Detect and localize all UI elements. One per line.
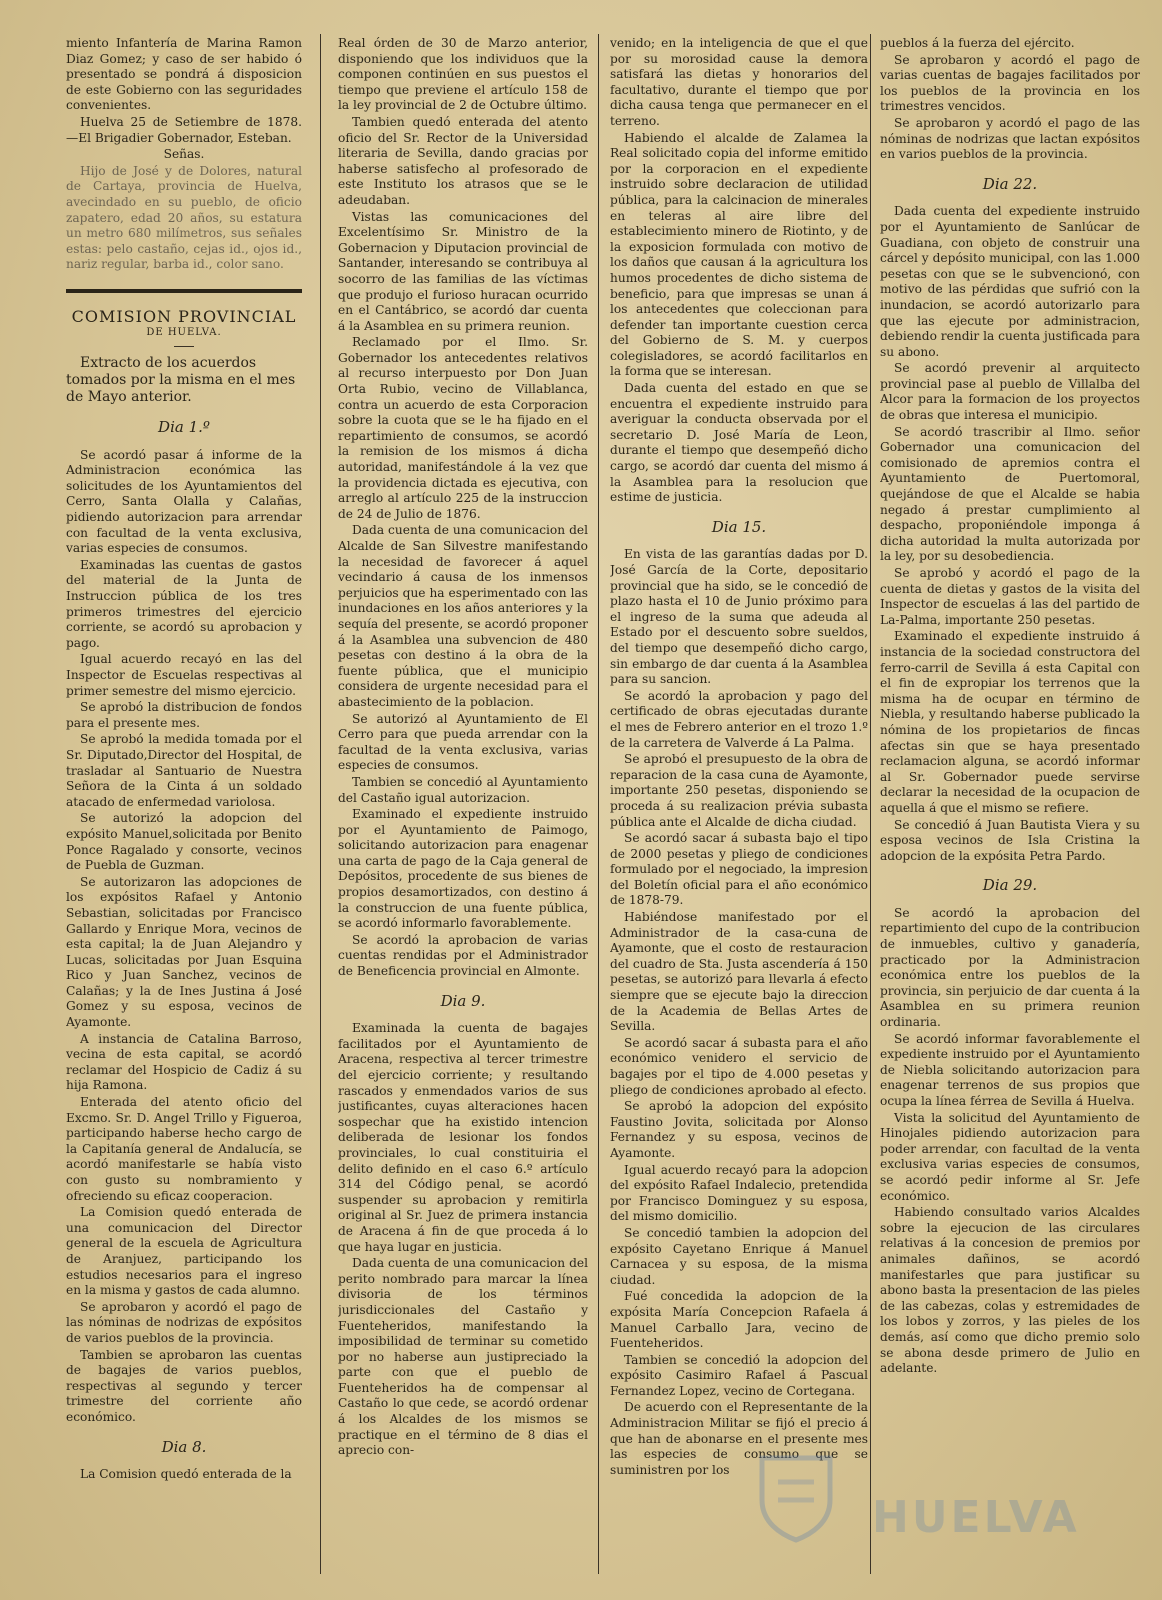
paragraph: Dada cuenta de una comunicacion del perito nombrado para marcar la línea divisoria de los términos jurisdiccionales del Castaño y Fuenteheridos, manifestando la imposibilidad de terminar su cometido por no haberse aun justipreciado la parte con que el pueblo de Fuenteheridos ha de compensar al Castaño lo que cede, se acordó ordenar á los Alcaldes de los mismos se practique en el término de 8 dias el aprecio con- (338, 1256, 588, 1458)
section-subheading: DE HUELVA. (146, 326, 222, 338)
paragraph: Se acordó informar favorablemente el expediente instruido por el Ayuntamiento de Niebla solicitando autorizacion para enagenar terrenos de sus propios que ocupa la línea férrea de Sevilla á Huelva. (880, 1031, 1140, 1108)
paragraph: Enterada del atento oficio del Excmo. Sr. D. Angel Trillo y Figueroa, participando haberse hecho cargo de la Capitanía general de Andalucía, se acordó manifestarle se había visto con gusto su nombramiento y ofreciendo su eficaz cooperacion. (66, 1095, 302, 1203)
watermark-text: HUELVA (872, 1492, 1080, 1543)
paragraph: La Comision quedó enterada de la (80, 1467, 292, 1482)
paragraph: Examinado el expediente instruido á instancia de la sociedad constructora del ferro-carril de Sevilla á esta Capital con el fin de expropiar los terrenos que la misma ha de ocupar en término de Niebla, y resultando haberse publicado la nómina de los propietarios de fincas afectas sin que se haya presentado reclamacion alguna, se acordó informar al Sr. Gobernador puede servirse declarar la necesidad de la ocupacion de aquella á que el mismo se refiere. (880, 629, 1140, 815)
paragraph: pueblos á la fuerza del ejército. (880, 36, 1075, 50)
paragraph: Se aprobó la distribucion de fondos para el presente mes. (66, 700, 302, 730)
paragraph: Examinadas las cuentas de gastos del material de la Junta de Instruccion pública de los tres primeros trimestres del ejercicio corriente, se acordó su aprobacion y pago. (66, 557, 302, 650)
paragraph: Se aprobaron y acordó el pago de las nóminas de nodrizas que lactan expósitos en varios pueblos de la provincia. (880, 115, 1140, 162)
paragraph: Se aprobó la adopcion del expósito Faustino Jovita, solicitada por Alonso Fernandez y su esposa, vecinos de Ayamonte. (610, 1099, 868, 1160)
paragraph: miento Infantería de Marina Ramon Diaz Gomez; y caso de ser habido ó presentado se pondrá á disposicion de este Gobierno con las seguridades convenientes. (66, 36, 302, 113)
paragraph: Tambien quedó enterada del atento oficio del Sr. Rector de la Universidad literaria de Sevilla, dando gracias por haberse satisfecho al profesorado de este Instituto los atrasos que se le adeudaban. (338, 114, 588, 207)
paragraph: Tambien se concedió al Ayuntamiento del Castaño igual autorizacion. (338, 774, 588, 805)
section-heading: COMISION PROVINCIAL (71, 306, 297, 326)
section-dash (174, 346, 194, 347)
paragraph: Tambien se aprobaron las cuentas de bagajes de varios pueblos, respectivas al segundo y tercer trimestre del corriente año económico. (66, 1347, 302, 1424)
paragraph: Dada cuenta de una comunicacion del Alcalde de San Silvestre manifestando la necesidad de favorecer á aquel vecindario á causa de los inmensos perjuicios que ha esperimentado con las inundaciones en los años anteriores y la sequía del presente, se acordó proponer á la Asamblea una subvencion de 480 pesetas con destino á la obra de la fuente pública, que el municipio considera de urgente necesidad para el abastecimiento de la poblacion. (338, 523, 588, 709)
column-divider (320, 34, 321, 1574)
paragraph: Examinado el expediente instruido por el Ayuntamiento de Paimogo, solicitando autorizacion para enagenar una carta de pago de la Caja general de Depósitos, procedente de sus bienes de propios desamortizados, con destino á la construccion de una fuente pública, se acordó informarlo favorablemente. (338, 807, 588, 931)
day-heading: Dia 29. (982, 876, 1038, 895)
paragraph: Se acordó trascribir al Ilmo. señor Gobernador una comunicacion del comisionado de apremios contra el Ayuntamiento de Puertomoral, quejándose de que el Alcalde se habia negado á prestar cumplimiento al despacho, proponiéndole imponga á dicha autoridad la multa autorizada por la ley, por su desobediencia. (880, 424, 1140, 564)
paragraph: Se acordó sacar á subasta para el año económico venidero el servicio de bagajes por el tipo de 4.000 pesetas y pliego de condiciones aprobado al efecto. (610, 1035, 868, 1097)
coat-of-arms-watermark-icon (748, 1448, 844, 1544)
paragraph: La Comision quedó enterada de una comunicacion del Director general de la escuela de Agricultura de Aranjuez, participando los estudios necesarios para el ingreso en la misma y gastos de cada alumno. (66, 1205, 302, 1298)
paragraph: venido; en la inteligencia de que el que por su morosidad cause la demora satisfará las dietas y honorarios del facultativo, durante el tiempo que por dicha causa tenga que permanecer en el terreno. (610, 36, 868, 128)
text-column-3 (610, 36, 868, 1592)
day-heading: Dia 15. (711, 517, 767, 536)
paragraph: Se aprobó el presupuesto de la obra de reparacion de la casa cuna de Ayamonte, importante 250 pesetas, disponiendo se proceda á su realizacion prévia subasta pública ante el Alcalde de dicha ciudad. (610, 752, 868, 829)
extract-intro: Extracto de los acuerdos tomados por la misma en el mes de Mayo anterior. (66, 355, 296, 406)
day-heading: Dia 1.º (158, 418, 210, 437)
paragraph: Se acordó prevenir al arquitecto provincial pase al pueblo de Villalba del Alcor para la formacion de los proyectos de obras que interesa el municipio. (880, 361, 1140, 423)
column-divider (870, 34, 871, 1574)
paragraph: A instancia de Catalina Barroso, vecina de esta capital, se acordó reclamar del Hospicio de Cadiz á su hija Ramona. (66, 1031, 302, 1093)
paragraph: Se acordó pasar á informe de la Administracion económica las solicitudes de los Ayuntamientos del Cerro, Santa Olalla y Calañas, pidiendo autorizacion para arrendar con facultad de la venta exclusiva, varias especies de consumos. (66, 447, 302, 556)
paragraph: Habiendo el alcalde de Zalamea la Real solicitado copia del informe emitido por la corporacion en el expediente instruido sobre declaracion de utilidad pública, para la calcinacion de minerales en teleras al aire libre del establecimiento minero de Riotinto, y de la exposicion formulada con motivo de los daños que causan á la agricultura los humos procedentes de dicho sistema de beneficio, para que impresas se unan á los antecedentes que coleccionan para defender tan importante cuestion cerca del Gobierno de S. M. y cuerpos colegisladores, se acordó facilitarlos en la forma que se interesan. (610, 130, 868, 379)
paragraph: Se acordó la aprobacion de varias cuentas rendidas por el Administrador de Beneficencia provincial en Almonte. (338, 932, 588, 979)
paragraph: Habiendo consultado varios Alcaldes sobre la ejecucion de las circulares relativas á la concesion de premios por animales dañinos, se acordó manifestarles que para justificar su abono basta la presentacion de las pieles de las cabezas, colas y estremidades de los lobos y zorros, y las pieles de los demás, así como que dicho premio solo se abona desde primero de Julio en adelante. (880, 1205, 1140, 1376)
paragraph: Vistas las comunicaciones del Excelentísimo Sr. Ministro de la Gobernacion y Diputacion provincial de Santander, interesando se contribuya al socorro de las familias de las víctimas que produjo el furioso huracan ocurrido en el Cantábrico, se acordó dar cuenta á la Asamblea en su primera reunion. (338, 209, 588, 333)
text-column-1 (66, 36, 302, 1592)
paragraph: Igual acuerdo recayó en las del Inspector de Escuelas respectivas al primer semestre del mismo ejercicio. (66, 652, 302, 698)
paragraph: Habiéndose manifestado por el Administrador de la casa-cuna de Ayamonte, que el costo de restauracion del cuadro de Sta. Justa ascendería á 150 pesetas, se autorizó para llevarla á efecto siempre que se ejecute bajo la direccion de la Academia de Bellas Artes de Sevilla. (610, 910, 868, 1034)
paragraph: En vista de las garantías dadas por D. José García de la Corte, depositario provincial que ha sido, se le concedió de plazo hasta el 10 de Junio próximo para el ingreso de la suma que adeuda al Estado por el descuento sobre sueldos, del tiempo que desempeñó dicho cargo, sin embargo de dar cuenta á la Asamblea para su sancion. (610, 547, 868, 687)
day-heading: Dia 9. (440, 991, 486, 1010)
paragraph: Reclamado por el Ilmo. Sr. Gobernador los antecedentes relativos al recurso interpuesto por Don Juan Orta Rubio, vecino de Villablanca, contra un acuerdo de esta Corporacion sobre la cuota que se le ha fijado en el repartimiento de consumos, se acordó la remision de los mismos á dicha autoridad, manifestándole á la vez que la providencia dictada es ejecutiva, con arreglo al artículo 225 de la instruccion de 24 de Julio de 1876. (338, 335, 588, 521)
paragraph: Se aprobó la medida tomada por el Sr. Diputado,Director del Hospital, de trasladar al Santuario de Nuestra Señora de la Cinta á un soldado atacado de enfermedad variolosa. (66, 732, 302, 809)
paragraph: Se concedió tambien la adopcion del expósito Cayetano Enrique á Manuel Carnacea y su esposa, de la misma ciudad. (610, 1225, 868, 1287)
paragraph: Se aprobaron y acordó el pago de varias cuentas de bagajes facilitados por los pueblos de la provincia en los trimestres vencidos. (880, 52, 1140, 114)
text-column-2 (338, 36, 588, 1592)
paragraph: Dada cuenta del estado en que se encuentra el expediente instruido para averiguar la conducta observada por el secretario D. José María de Leon, durante el tiempo que desempeñó dicho cargo, se acordó dar cuenta del mismo á la Asamblea para la resolucion que estime de justicia. (610, 381, 868, 505)
paragraph: Igual acuerdo recayó para la adopcion del expósito Rafael Indalecio, pretendida por Francisco Dominguez y su esposa, del mismo domicilio. (610, 1162, 868, 1224)
paragraph: Se autorizó al Ayuntamiento de El Cerro para que pueda arrendar con la facultad de la venta exclusiva, varias especies de consumos. (338, 711, 588, 773)
paragraph: Se aprobaron y acordó el pago de las nóminas de nodrizas de expósitos de varios pueblos de la provincia. (66, 1299, 302, 1345)
text-column-4 (880, 36, 1140, 1592)
paragraph: Vista la solicitud del Ayuntamiento de Hinojales pidiendo autorizacion para poder arrendar, con facultad de la venta exclusiva varias especies de consumos, se acordó pedir informe al Sr. Jefe económico. (880, 1110, 1140, 1203)
paragraph: Tambien se concedió la adopcion del expósito Casimiro Rafael á Pascual Fernandez Lopez, vecino de Cortegana. (610, 1352, 868, 1398)
paragraph: Se autorizó la adopcion del expósito Manuel,solicitada por Benito Ponce Ragalado y consorte, vecinos de Puebla de Guzman. (66, 811, 302, 873)
paragraph: De acuerdo con el Representante de la Administracion Militar se fijó el precio á que han de abonarse en el presente mes las especies de consumo que se suministren por los (610, 1400, 868, 1477)
paragraph: Examinada la cuenta de bagajes facilitados por el Ayuntamiento de Aracena, respectiva al tercer trimestre del ejercicio corriente; y resultando rascados y enmendados varios de sus justificantes, cuyas alteraciones hacen sospechar que ha existido intencion deliberada de lesionar los fondos provinciales, lo cual constituiria el delito definido en el caso 6.º artículo 314 del Código penal, se acordó suspender su aprobacion y remitirla original al Sr. Juez de primera instancia de Aracena á fin de que proceda á lo que haya lugar en justicia. (338, 1021, 588, 1254)
section-rule (66, 289, 302, 293)
paragraph: Huelva 25 de Setiembre de 1878. —El Brigadier Gobernador, Esteban. (66, 114, 302, 145)
paragraph: Se concedió á Juan Bautista Viera y su esposa vecinos de Isla Cristina la adopcion de la expósita Petra Pardo. (880, 817, 1140, 863)
paragraph: Fué concedida la adopcion de la expósita María Concepcion Rafaela á Manuel Carballo Jara, vecino de Fuenteheridos. (610, 1289, 868, 1351)
paragraph: Se acordó sacar á subasta bajo el tipo de 2000 pesetas y pliego de condiciones formulado por el negociado, la impresion del Boletín oficial para el año económico de 1878-79. (610, 831, 868, 908)
paragraph: Hijo de José y de Dolores, natural de Cartaya, provincia de Huelva, avecindado en su pueblo, de oficio zapatero, edad 20 años, su estatura un metro 680 milímetros, sus señales estas: pelo castaño, cejas id., ojos id., nariz regular, barba id., color sano. (66, 163, 302, 272)
paragraph: Se acordó la aprobacion del repartimiento del cupo de la contribucion de inmuebles, cultivo y ganadería, practicado por la Administracion económica entre los pueblos de la provincia, sin perjuicio de dar cuenta á la Asamblea en su primera reunion ordinaria. (880, 905, 1140, 1030)
paragraph: Señas. (163, 147, 205, 162)
day-heading: Dia 8. (161, 1437, 207, 1456)
paragraph: Real órden de 30 de Marzo anterior, disponiendo que los individuos que la componen continúen en sus puestos el tiempo que previene el artículo 158 de la ley provincial de 2 de Octubre último. (338, 36, 588, 113)
paragraph: Se aprobó y acordó el pago de la cuenta de dietas y gastos de la visita del Inspector de escuelas á las del partido de La-Palma, importante 250 pesetas. (880, 566, 1140, 627)
day-heading: Dia 22. (982, 174, 1038, 193)
paragraph: Se acordó la aprobacion y pago del certificado de obras ejecutadas durante el mes de Febrero anterior en el trozo 1.º de la carretera de Valverde á La Palma. (610, 688, 868, 750)
column-divider (598, 34, 599, 1574)
paragraph: Se autorizaron las adopciones de los expósitos Rafael y Antonio Sebastian, solicitadas por Francisco Gallardo y Enrique Mora, vecinos de esta capital; la de Juan Alejandro y Lucas, solicitadas por Juan Esquina Rico y Juan Sanchez, vecinos de Calañas; y la de Ines Justina á José Gomez y su esposa, vecinos de Ayamonte. (66, 874, 302, 1030)
paragraph: Dada cuenta del expediente instruido por el Ayuntamiento de Sanlúcar de Guadiana, con objeto de construir una cárcel y depósito municipal, con las 1.000 pesetas con que se le subvencionó, con motivo de las pérdidas que sufrió con la inundacion, se acordó autorizarlo para que las ejecute por administracion, debiendo rendir la cuenta justificada para su abono. (880, 204, 1140, 359)
